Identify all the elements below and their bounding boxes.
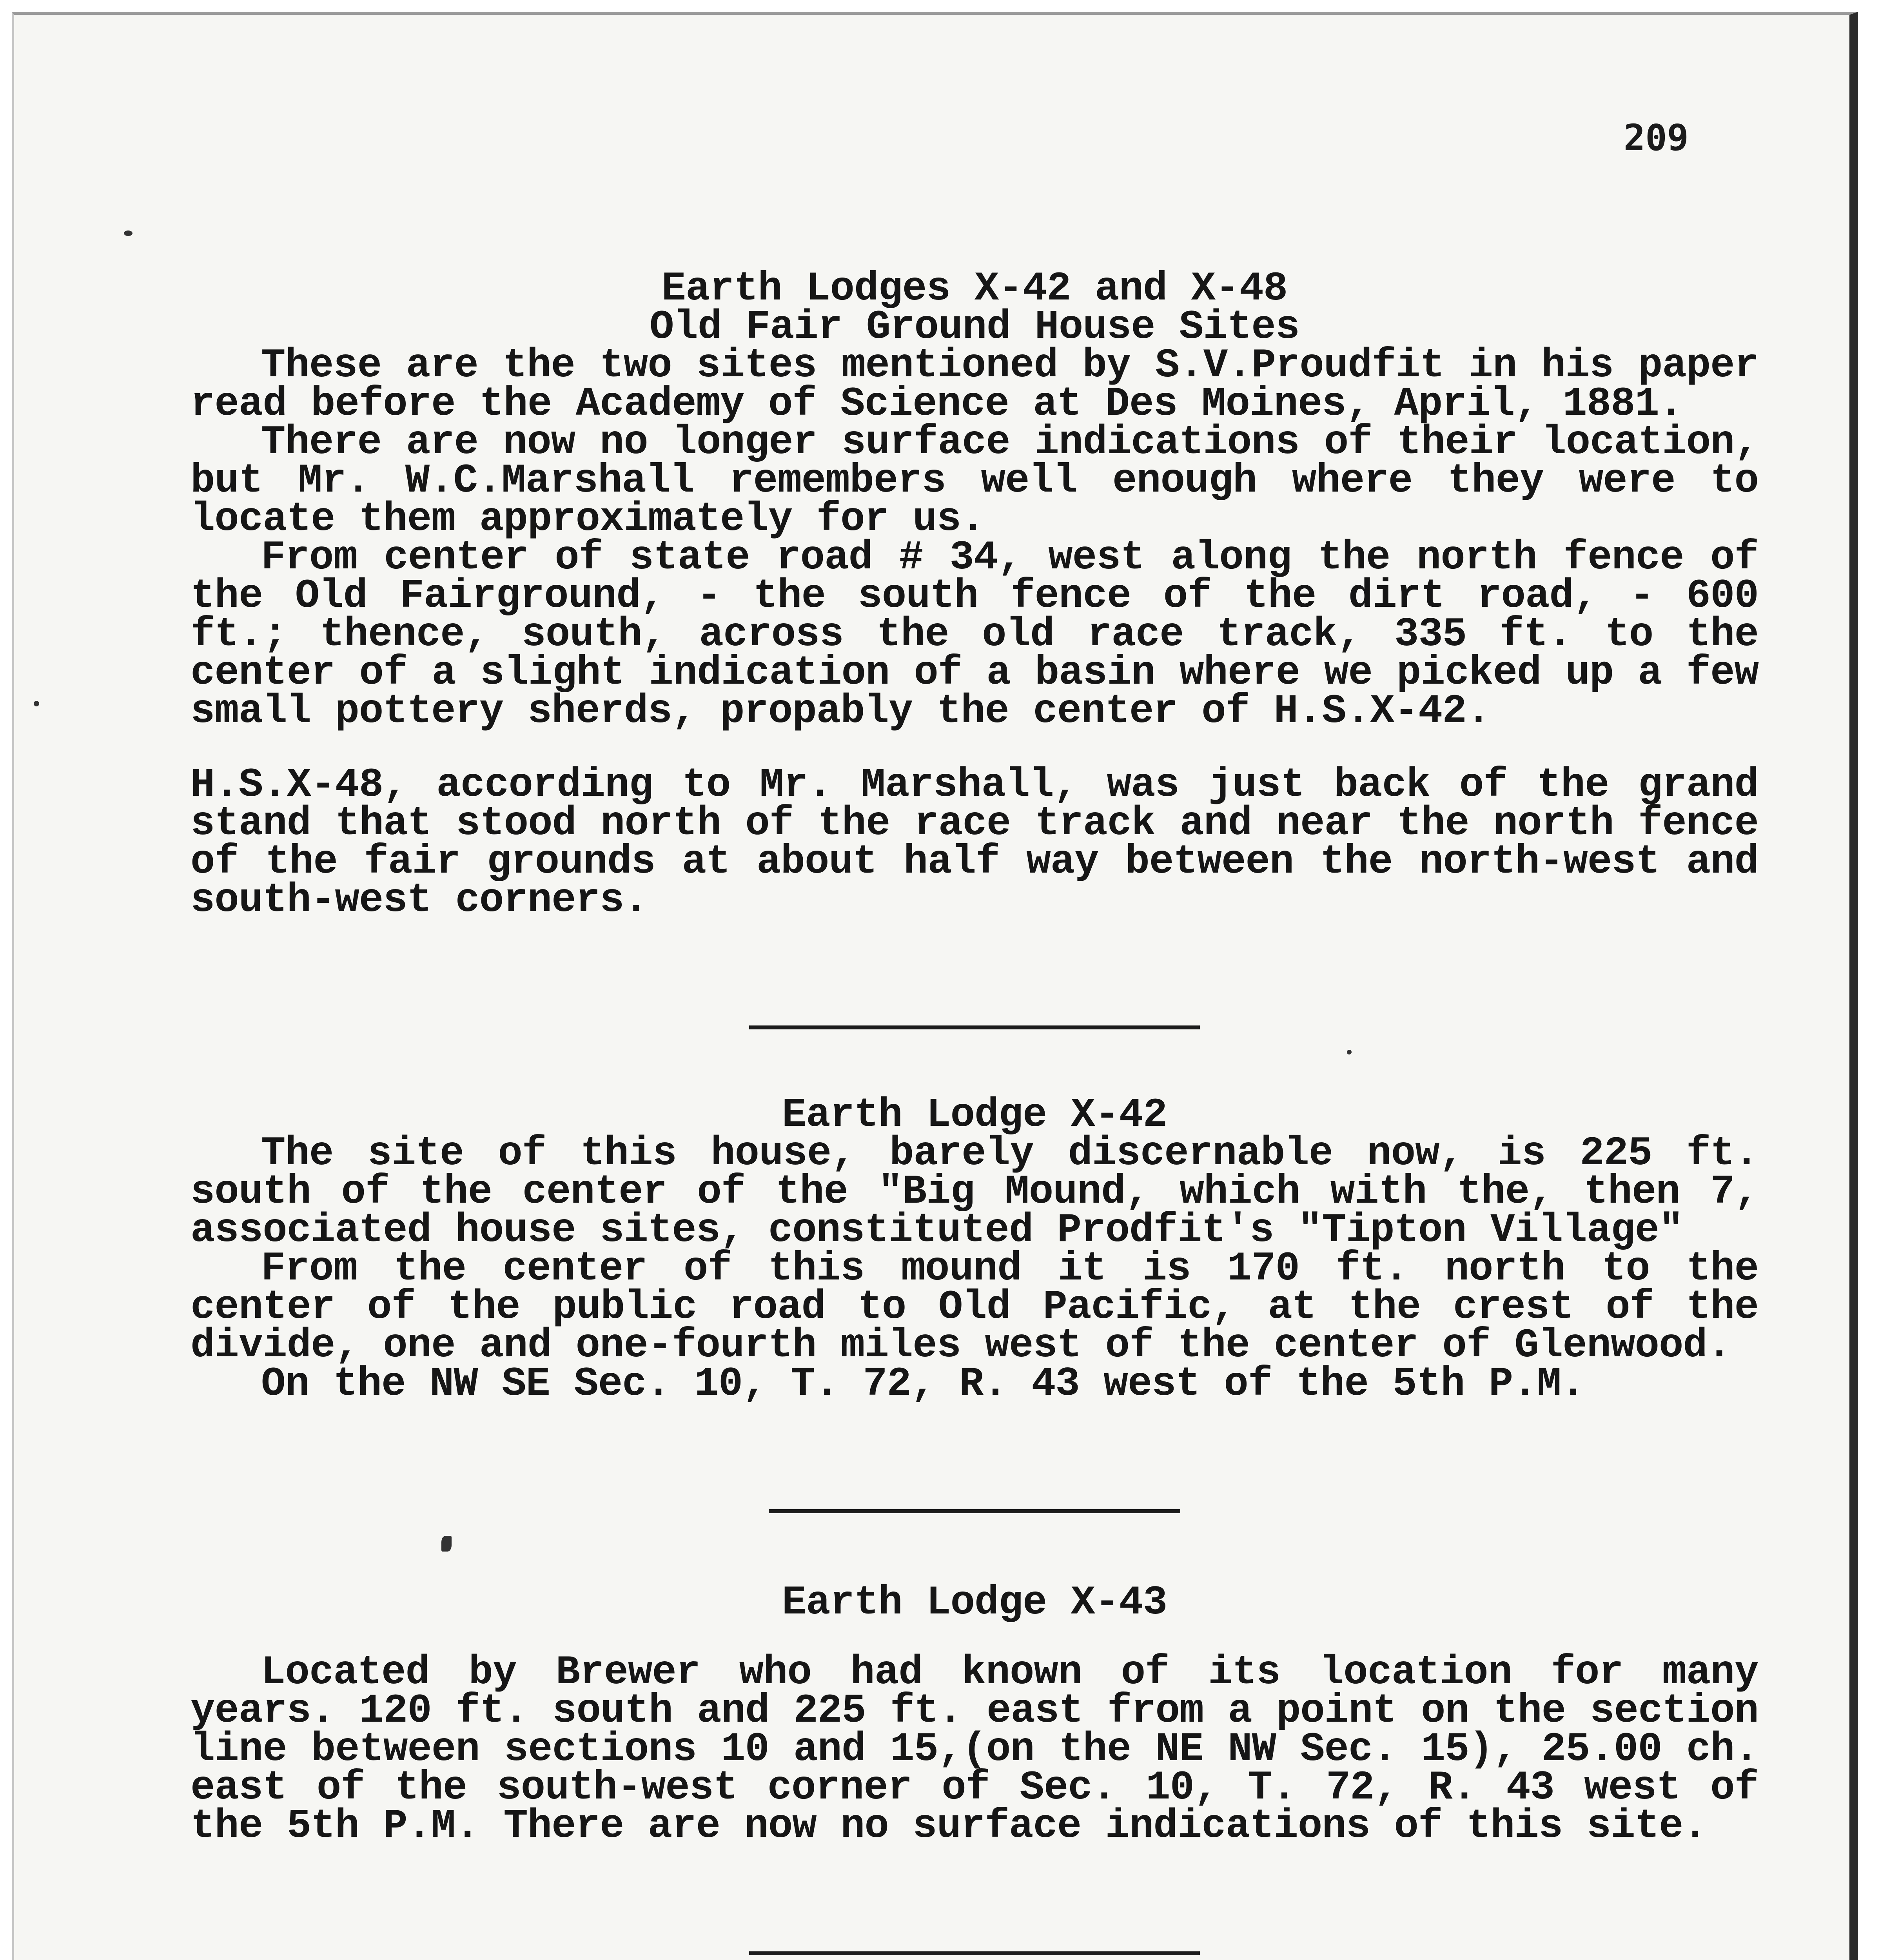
scan-speck [441, 1536, 452, 1552]
section-divider [769, 1509, 1180, 1513]
document-page [12, 12, 1858, 1960]
document-body [191, 266, 1758, 1960]
scan-speck [1347, 1050, 1352, 1054]
scan-speck [34, 701, 39, 706]
paragraph: H.S.X-48, according to Mr. Marshall, was just back of the grand stand that stood north of the race track and near the north fence of the fair grounds at about half way between the north-west and south-west corners. [191, 762, 1758, 924]
section-earth-lodge-x42 [191, 1092, 1758, 1407]
paragraph: From the center of this mound it is 170 ft. north to the center of the public road to Old Pacific, at the crest of the divide, one and one-fourth miles west of the center of Glenwood. [191, 1246, 1758, 1369]
section-divider [749, 1951, 1200, 1955]
section-title: Earth Lodge X-42 [782, 1092, 1167, 1138]
section-subtitle: Old Fair Ground House Sites [649, 304, 1300, 350]
paragraph: Located by Brewer who had known of its location for many years. 120 ft. south and 225 ft. east from a point on the section line between sections 10 and 15,(on the NE NW Sec. 15), 25.00 ch. east of the south-west corner of Sec. 10, T. 72, R. 43 west of the 5th P.M. There are now no surface indications of this site. [191, 1650, 1758, 1849]
scan-speck [124, 230, 132, 236]
section-earth-lodges-x42-x48 [191, 266, 1758, 924]
paragraph: The site of this house, barely discernable now, is 225 ft. south of the center of the "Big Mound, which with the, then 7, associated house sites, constituted Prodfit's "Tipton Village" [191, 1131, 1758, 1254]
paragraph: There are now no longer surface indications of their location, but Mr. W.C.Marshall remembers well enough where they were to locate them approximately for us. [191, 419, 1758, 543]
paragraph: From center of state road # 34, west along the north fence of the Old Fairground, - the south fence of the dirt road, - 600 ft.; thence, south, across the old race track, 335 ft. to the center of a slight indication of a basin where we picked up a few small pottery sherds, propably the center of H.S.X-42. [191, 535, 1758, 735]
paragraph: On the NW SE Sec. 10, T. 72, R. 43 west of the 5th P.M. [261, 1361, 1585, 1407]
section-title: Earth Lodge X-43 [782, 1580, 1167, 1626]
paragraph: These are the two sites mentioned by S.V.Proudfit in his paper read before the Academy of Science at Des Moines, April, 1881. [191, 343, 1758, 427]
page-number: 209 [1623, 117, 1689, 159]
section-title: Earth Lodges X-42 and X-48 [661, 266, 1288, 312]
section-divider [749, 1025, 1200, 1029]
section-earth-lodge-x43 [191, 1580, 1758, 1849]
